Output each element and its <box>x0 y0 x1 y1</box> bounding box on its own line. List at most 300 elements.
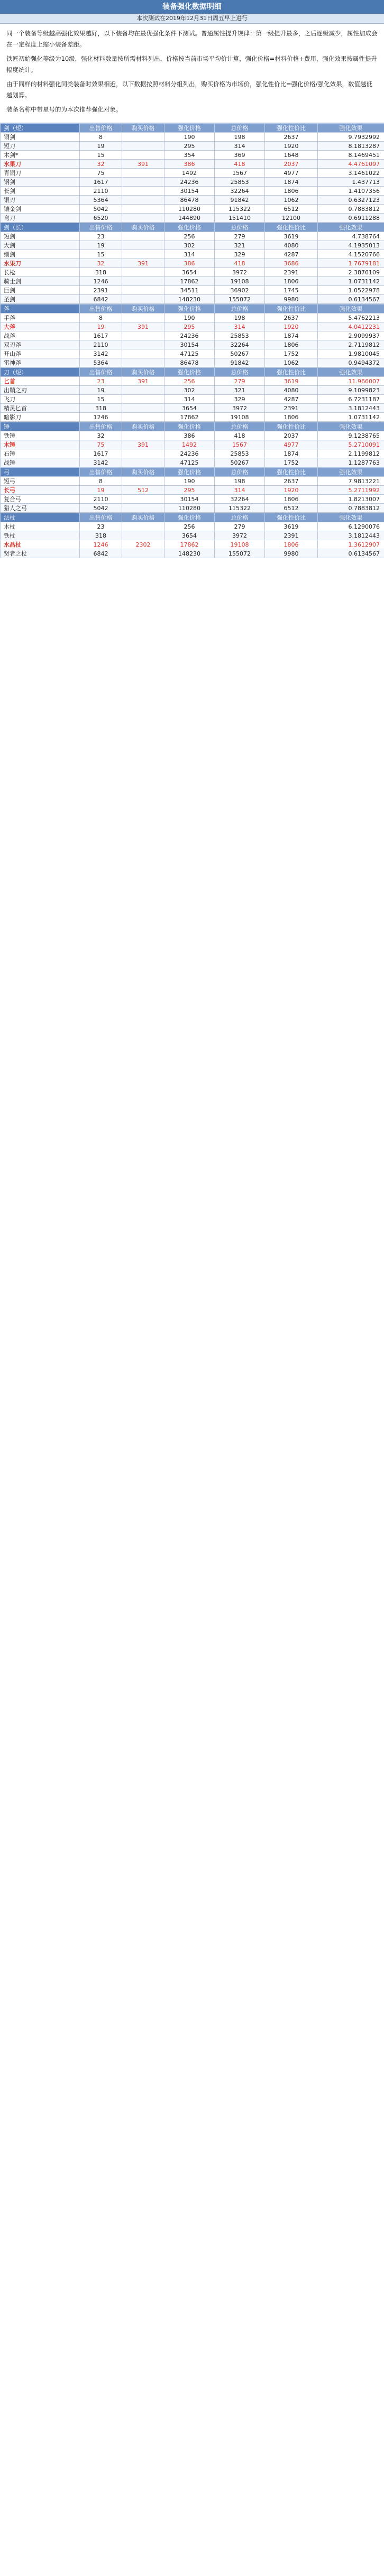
table-cell: 329 <box>215 395 265 404</box>
table-cell: 190 <box>164 477 215 486</box>
table-cell: 25853 <box>215 331 265 340</box>
table-row <box>1 205 384 214</box>
column-header: 强化效果 <box>318 368 384 377</box>
table-cell: 3.1812443 <box>318 531 384 540</box>
table-cell: 8 <box>80 477 122 486</box>
table-cell: 418 <box>215 259 265 268</box>
table-row <box>1 331 384 340</box>
table-cell: 391 <box>122 440 164 449</box>
column-header: 总价格 <box>215 223 265 232</box>
section-header: 刀（短） <box>1 368 80 377</box>
table-cell: 1806 <box>265 187 318 196</box>
column-header: 购买价格 <box>122 513 164 522</box>
table-cell: 15 <box>80 151 122 160</box>
table-cell: 318 <box>80 404 122 413</box>
item-name: 木剑* <box>1 151 80 160</box>
table-cell: 1567 <box>215 440 265 449</box>
item-name: 匕首 <box>1 377 80 386</box>
table-cell: 15 <box>80 395 122 404</box>
item-name: 短剑 <box>1 232 80 241</box>
table-cell: 279 <box>215 377 265 386</box>
table-cell: 91842 <box>215 358 265 367</box>
table-cell <box>122 241 164 250</box>
table-cell: 2391 <box>265 268 318 277</box>
table-cell: 15 <box>80 250 122 259</box>
item-name: 双刃斧 <box>1 340 80 349</box>
table-row <box>1 349 384 358</box>
table-cell: 19 <box>80 142 122 151</box>
table-cell: 2637 <box>265 133 318 142</box>
table-cell: 148230 <box>164 295 215 304</box>
table-cell: 1752 <box>265 349 318 358</box>
table-cell: 2637 <box>265 313 318 322</box>
table-cell: 3972 <box>215 531 265 540</box>
table-cell: 2.9099937 <box>318 331 384 340</box>
section-table <box>0 367 384 422</box>
table-cell: 1617 <box>80 331 122 340</box>
table-cell: 1.4107356 <box>318 187 384 196</box>
section-table <box>0 467 384 513</box>
equipment-tables <box>0 123 384 558</box>
table-cell: 6520 <box>80 214 122 223</box>
table-cell: 6.1290076 <box>318 522 384 531</box>
table-cell <box>122 477 164 486</box>
table-cell: 19 <box>80 486 122 495</box>
item-name: 钢剑 <box>1 178 80 187</box>
table-cell: 6842 <box>80 295 122 304</box>
column-header: 强化效果 <box>318 124 384 133</box>
table-cell <box>122 431 164 440</box>
table-cell: 19 <box>80 322 122 331</box>
table-cell: 115322 <box>215 205 265 214</box>
table-cell <box>122 495 164 504</box>
section-header: 锤 <box>1 422 80 431</box>
table-row <box>1 322 384 331</box>
column-header: 强化效果 <box>318 223 384 232</box>
column-header: 强化价格 <box>164 513 215 522</box>
table-cell: 2.3876109 <box>318 268 384 277</box>
table-header-row <box>1 223 384 232</box>
table-cell: 418 <box>215 431 265 440</box>
item-name: 大斧 <box>1 322 80 331</box>
column-header: 出售价格 <box>80 468 122 477</box>
column-header: 强化性价比 <box>265 124 318 133</box>
table-cell: 19 <box>80 241 122 250</box>
table-cell: 144890 <box>164 214 215 223</box>
item-name: 木杖 <box>1 522 80 531</box>
table-cell: 1.7679181 <box>318 259 384 268</box>
table-cell: 256 <box>164 232 215 241</box>
table-cell: 1246 <box>80 413 122 422</box>
table-cell <box>122 549 164 558</box>
column-header: 强化价格 <box>164 223 215 232</box>
table-row <box>1 486 384 495</box>
table-row <box>1 431 384 440</box>
table-cell: 1.3612907 <box>318 540 384 549</box>
table-cell: 34511 <box>164 286 215 295</box>
table-cell: 110280 <box>164 205 215 214</box>
table-cell: 1806 <box>265 495 318 504</box>
table-cell: 2637 <box>265 477 318 486</box>
column-header: 强化价格 <box>164 304 215 313</box>
table-cell: 1492 <box>164 440 215 449</box>
table-cell: 0.9494372 <box>318 358 384 367</box>
table-row <box>1 458 384 467</box>
table-cell: 155072 <box>215 549 265 558</box>
table-row <box>1 531 384 540</box>
table-cell: 8.1813287 <box>318 142 384 151</box>
table-cell: 4287 <box>265 395 318 404</box>
table-cell: 4080 <box>265 241 318 250</box>
table-cell: 6512 <box>265 205 318 214</box>
table-row <box>1 214 384 223</box>
table-cell: 47125 <box>164 349 215 358</box>
table-cell <box>122 277 164 286</box>
table-cell: 32 <box>80 431 122 440</box>
table-cell: 1492 <box>164 169 215 178</box>
table-cell: 17862 <box>164 413 215 422</box>
table-cell: 148230 <box>164 549 215 558</box>
table-cell: 295 <box>164 322 215 331</box>
table-cell <box>122 531 164 540</box>
table-cell: 386 <box>164 259 215 268</box>
table-cell: 47125 <box>164 458 215 467</box>
column-header: 总价格 <box>215 422 265 431</box>
table-cell: 155072 <box>215 295 265 304</box>
column-header: 出售价格 <box>80 124 122 133</box>
table-cell: 318 <box>80 268 122 277</box>
table-cell: 32 <box>80 160 122 169</box>
table-cell: 4977 <box>265 440 318 449</box>
item-name: 暗影刀 <box>1 413 80 422</box>
column-header: 强化价格 <box>164 124 215 133</box>
table-cell: 295 <box>164 142 215 151</box>
item-name: 细剑 <box>1 250 80 259</box>
column-header: 总价格 <box>215 513 265 522</box>
table-header-row <box>1 124 384 133</box>
item-name: 复合弓 <box>1 495 80 504</box>
table-cell <box>122 178 164 187</box>
table-row <box>1 196 384 205</box>
table-cell: 8 <box>80 133 122 142</box>
table-cell: 9980 <box>265 295 318 304</box>
item-name: 猎人之弓 <box>1 504 80 513</box>
table-row <box>1 232 384 241</box>
table-header-row <box>1 513 384 522</box>
column-header: 强化价格 <box>164 468 215 477</box>
table-cell: 1.0731142 <box>318 277 384 286</box>
table-cell: 418 <box>215 160 265 169</box>
table-row <box>1 178 384 187</box>
table-cell: 32 <box>80 259 122 268</box>
table-row <box>1 250 384 259</box>
column-header: 强化性价比 <box>265 422 318 431</box>
item-name: 弯刀 <box>1 214 80 223</box>
table-row <box>1 169 384 178</box>
column-header: 出售价格 <box>80 513 122 522</box>
table-cell: 256 <box>164 522 215 531</box>
table-header-row <box>1 304 384 313</box>
table-cell: 3619 <box>265 377 318 386</box>
table-row <box>1 286 384 295</box>
table-cell <box>122 133 164 142</box>
table-row <box>1 187 384 196</box>
table-cell: 5364 <box>80 358 122 367</box>
table-cell: 279 <box>215 522 265 531</box>
table-cell <box>122 313 164 322</box>
column-header: 出售价格 <box>80 368 122 377</box>
table-cell: 3619 <box>265 522 318 531</box>
table-cell: 75 <box>80 440 122 449</box>
table-cell: 391 <box>122 322 164 331</box>
column-header: 强化效果 <box>318 513 384 522</box>
table-cell: 314 <box>215 322 265 331</box>
table-cell: 5042 <box>80 504 122 513</box>
table-cell: 4.738764 <box>318 232 384 241</box>
column-header: 购买价格 <box>122 223 164 232</box>
table-cell: 6842 <box>80 549 122 558</box>
column-header: 购买价格 <box>122 304 164 313</box>
table-cell: 25853 <box>215 449 265 458</box>
section-table <box>0 304 384 367</box>
table-cell <box>122 522 164 531</box>
table-cell: 386 <box>164 160 215 169</box>
table-row <box>1 449 384 458</box>
section-table <box>0 223 384 304</box>
table-cell: 32264 <box>215 340 265 349</box>
table-cell: 17862 <box>164 277 215 286</box>
table-cell <box>122 232 164 241</box>
table-cell: 19108 <box>215 277 265 286</box>
section-header: 法杖 <box>1 513 80 522</box>
section-table <box>0 123 384 223</box>
item-name: 雷神斧 <box>1 358 80 367</box>
item-name: 铁杖 <box>1 531 80 540</box>
table-row <box>1 504 384 513</box>
table-cell: 391 <box>122 259 164 268</box>
table-cell <box>122 286 164 295</box>
column-header: 强化价格 <box>164 368 215 377</box>
item-name: 石锤 <box>1 449 80 458</box>
table-cell: 9.7932992 <box>318 133 384 142</box>
item-name: 铜剑 <box>1 133 80 142</box>
table-cell: 1806 <box>265 277 318 286</box>
table-cell: 91842 <box>215 196 265 205</box>
table-cell: 1.9810045 <box>318 349 384 358</box>
table-cell: 32264 <box>215 187 265 196</box>
table-row <box>1 477 384 486</box>
table-cell: 391 <box>122 160 164 169</box>
column-header: 购买价格 <box>122 468 164 477</box>
table-cell: 8 <box>80 313 122 322</box>
item-name: 战斧 <box>1 331 80 340</box>
table-row <box>1 340 384 349</box>
table-cell: 369 <box>215 151 265 160</box>
table-cell: 110280 <box>164 504 215 513</box>
table-cell <box>122 349 164 358</box>
item-name: 水晶杖 <box>1 540 80 549</box>
item-name: 铁锤 <box>1 431 80 440</box>
table-row <box>1 395 384 404</box>
table-cell: 23 <box>80 522 122 531</box>
table-cell: 329 <box>215 250 265 259</box>
column-header: 出售价格 <box>80 304 122 313</box>
table-cell: 1648 <box>265 151 318 160</box>
table-cell <box>122 358 164 367</box>
table-row <box>1 549 384 558</box>
table-cell: 386 <box>164 431 215 440</box>
table-cell: 1617 <box>80 449 122 458</box>
table-cell: 36902 <box>215 286 265 295</box>
table-cell: 1806 <box>265 540 318 549</box>
item-name: 青铜刀 <box>1 169 80 178</box>
table-cell: 0.6134567 <box>318 295 384 304</box>
item-name: 银刃 <box>1 196 80 205</box>
table-cell: 1.437713 <box>318 178 384 187</box>
table-cell: 3654 <box>164 531 215 540</box>
column-header: 总价格 <box>215 304 265 313</box>
table-cell <box>122 413 164 422</box>
column-header: 强化性价比 <box>265 304 318 313</box>
table-cell: 9.1099823 <box>318 386 384 395</box>
item-name: 战锤 <box>1 458 80 467</box>
table-cell: 12100 <box>265 214 318 223</box>
table-cell: 23 <box>80 232 122 241</box>
table-cell: 1567 <box>215 169 265 178</box>
table-row <box>1 313 384 322</box>
table-cell: 3.1812443 <box>318 404 384 413</box>
table-cell: 190 <box>164 313 215 322</box>
table-row <box>1 142 384 151</box>
table-cell: 9.1238765 <box>318 431 384 440</box>
column-header: 强化性价比 <box>265 223 318 232</box>
table-cell <box>122 151 164 160</box>
item-name: 贤者之杖 <box>1 549 80 558</box>
table-cell: 0.7883812 <box>318 504 384 513</box>
table-cell: 2110 <box>80 187 122 196</box>
table-cell: 4287 <box>265 250 318 259</box>
section-header: 弓 <box>1 468 80 477</box>
table-cell: 4977 <box>265 169 318 178</box>
item-name: 镶金剑 <box>1 205 80 214</box>
table-cell: 0.6327123 <box>318 196 384 205</box>
column-header: 强化效果 <box>318 304 384 313</box>
table-cell: 2391 <box>265 404 318 413</box>
table-cell: 1874 <box>265 449 318 458</box>
table-cell: 391 <box>122 377 164 386</box>
table-cell: 0.6134567 <box>318 549 384 558</box>
item-name: 巨剑 <box>1 286 80 295</box>
table-cell: 30154 <box>164 187 215 196</box>
table-cell: 86478 <box>164 196 215 205</box>
table-cell: 19108 <box>215 413 265 422</box>
table-cell: 24236 <box>164 178 215 187</box>
table-cell <box>122 268 164 277</box>
table-cell <box>122 169 164 178</box>
intro-paragraph: 装备名称中带星号的为本次推荐强化对象。 <box>6 106 122 113</box>
column-header: 强化价格 <box>164 422 215 431</box>
test-note: 本次测试在2019年12月31日周五早上进行 <box>0 14 384 24</box>
table-cell: 1920 <box>265 486 318 495</box>
table-cell: 1.0731142 <box>318 413 384 422</box>
table-cell: 1.8213007 <box>318 495 384 504</box>
table-cell: 4.1935013 <box>318 241 384 250</box>
table-cell: 17862 <box>164 540 215 549</box>
table-cell: 0.7883812 <box>318 205 384 214</box>
table-row <box>1 540 384 549</box>
table-cell: 1806 <box>265 340 318 349</box>
section-header: 斧 <box>1 304 80 313</box>
intro-paragraph: 铁匠初始强化等级为10级，强化材料数量按所需材料列出，价格按当前市场平均价计算，强化价格=材料价格+费用，强化效果按属性提升幅度统计。 <box>6 55 377 73</box>
table-cell: 198 <box>215 313 265 322</box>
table-cell: 25853 <box>215 178 265 187</box>
column-header: 强化性价比 <box>265 368 318 377</box>
table-cell: 50267 <box>215 458 265 467</box>
table-cell: 3654 <box>164 404 215 413</box>
column-header: 总价格 <box>215 368 265 377</box>
column-header: 强化效果 <box>318 422 384 431</box>
intro-text <box>0 24 384 123</box>
table-cell: 3972 <box>215 404 265 413</box>
table-cell: 314 <box>164 395 215 404</box>
table-row <box>1 440 384 449</box>
table-cell: 11.966007 <box>318 377 384 386</box>
table-cell: 3142 <box>80 349 122 358</box>
item-name: 短刀 <box>1 142 80 151</box>
table-cell: 1062 <box>265 196 318 205</box>
table-cell: 9980 <box>265 549 318 558</box>
table-cell: 7.9813221 <box>318 477 384 486</box>
table-cell <box>122 404 164 413</box>
table-cell: 2302 <box>122 540 164 549</box>
table-cell: 1062 <box>265 358 318 367</box>
table-cell <box>122 205 164 214</box>
item-name: 水果刀 <box>1 160 80 169</box>
table-cell: 30154 <box>164 340 215 349</box>
section-table <box>0 513 384 558</box>
table-cell: 50267 <box>215 349 265 358</box>
table-cell: 1617 <box>80 178 122 187</box>
table-cell <box>122 250 164 259</box>
table-row <box>1 160 384 169</box>
intro-paragraph: 由于同样的材料强化同类装备时效果相近，以下数据按照材料分组列出，购买价格为市场价，强化性价比=强化价格/强化效果，数值越低越划算。 <box>6 80 373 99</box>
table-cell: 190 <box>164 133 215 142</box>
table-cell: 256 <box>164 377 215 386</box>
table-row <box>1 241 384 250</box>
table-row <box>1 133 384 142</box>
table-cell: 2110 <box>80 340 122 349</box>
item-name: 圣剑 <box>1 295 80 304</box>
table-row <box>1 404 384 413</box>
table-row <box>1 495 384 504</box>
table-row <box>1 268 384 277</box>
table-cell: 5042 <box>80 205 122 214</box>
table-cell <box>122 449 164 458</box>
table-row <box>1 377 384 386</box>
column-header: 出售价格 <box>80 422 122 431</box>
table-cell <box>122 386 164 395</box>
item-name: 骑士剑 <box>1 277 80 286</box>
section-table <box>0 422 384 467</box>
item-name: 长枪 <box>1 268 80 277</box>
column-header: 购买价格 <box>122 124 164 133</box>
item-name: 木锤 <box>1 440 80 449</box>
table-cell: 3619 <box>265 232 318 241</box>
table-cell: 5.2711992 <box>318 486 384 495</box>
table-cell: 24236 <box>164 331 215 340</box>
page <box>0 0 384 558</box>
table-cell: 2391 <box>80 286 122 295</box>
